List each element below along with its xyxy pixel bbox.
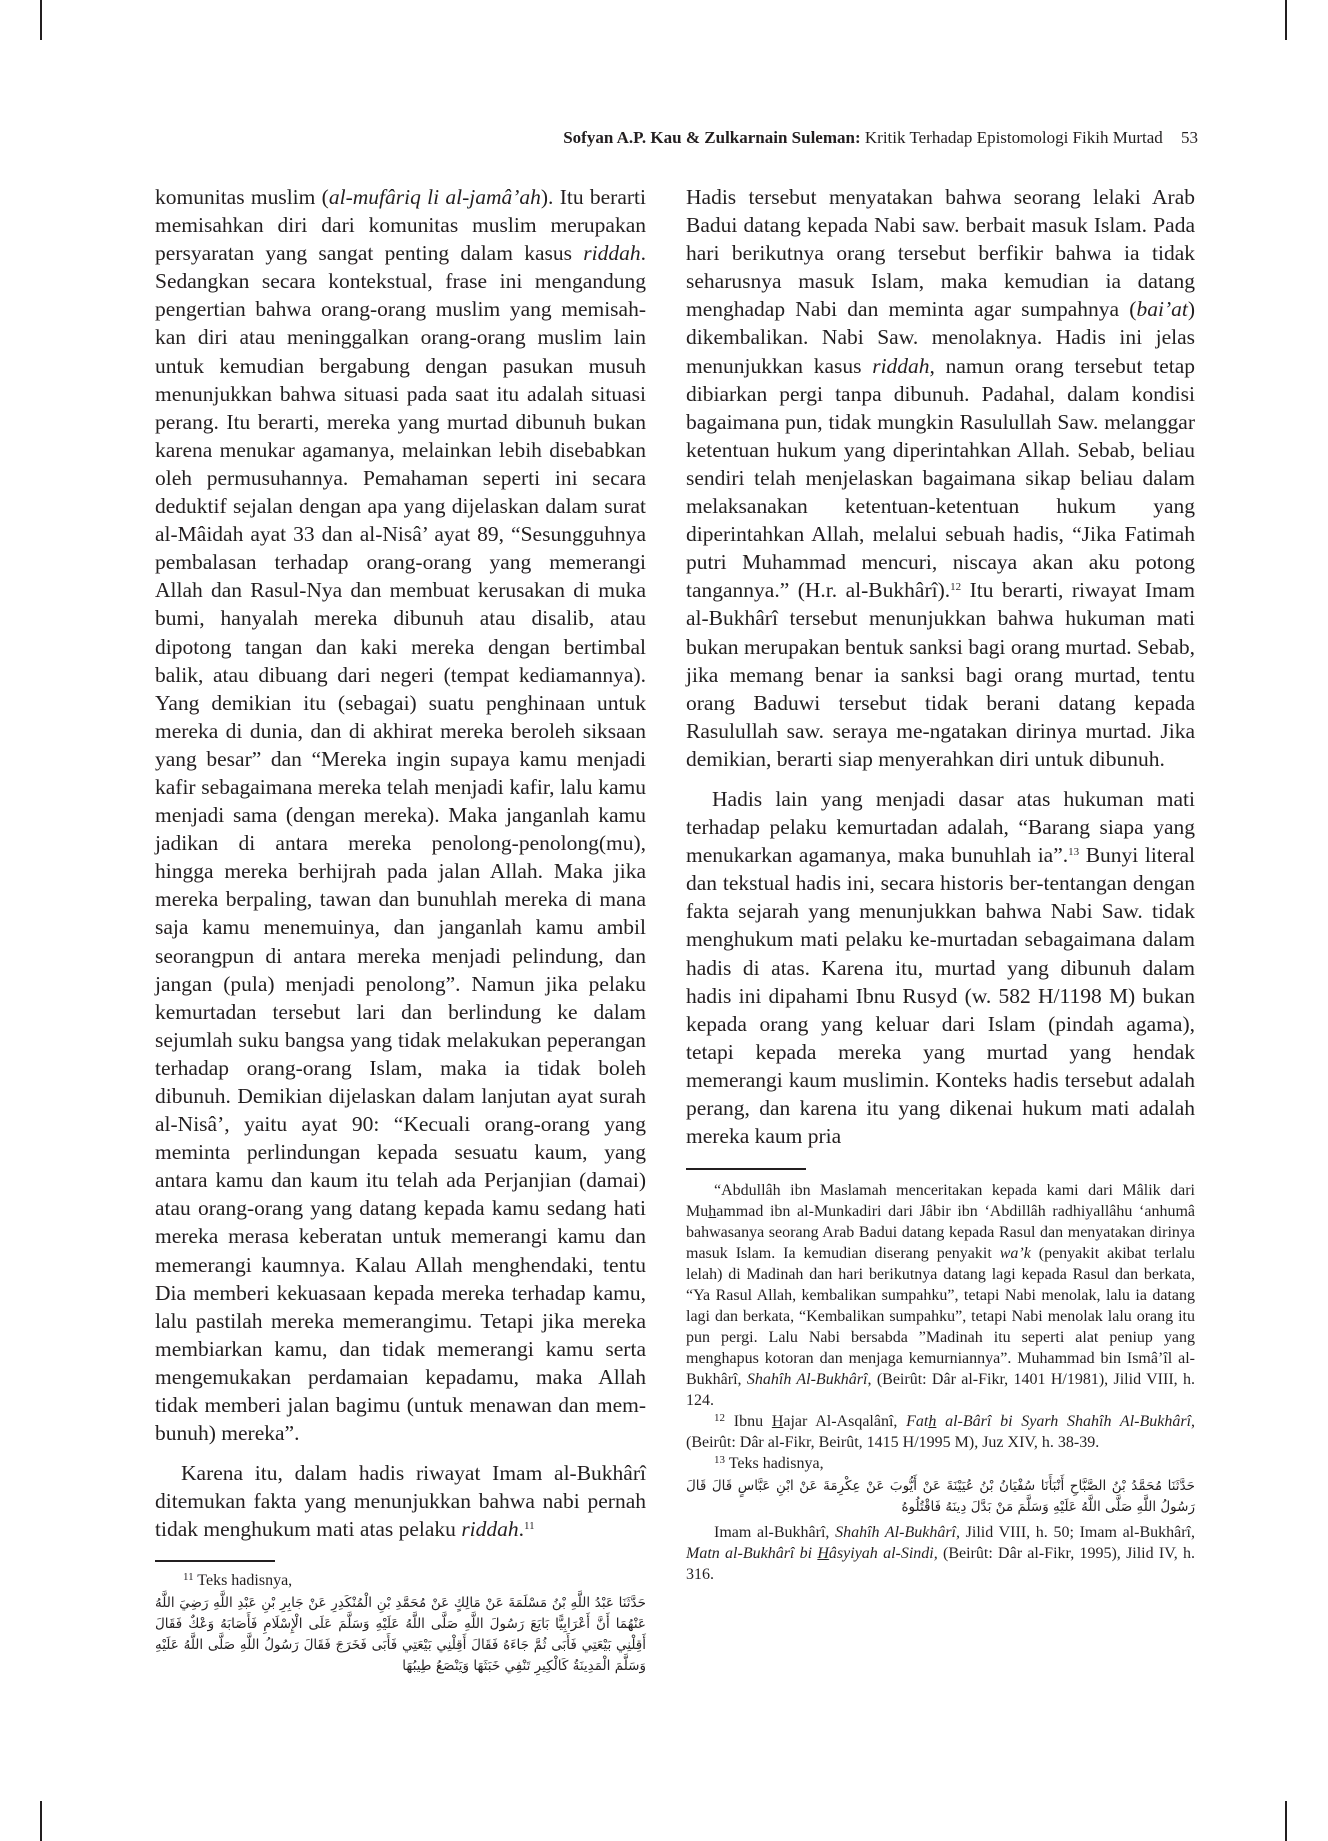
footnote-ref-13[interactable]: 13 <box>1068 846 1080 859</box>
left-column <box>155 183 646 1681</box>
crop-mark-top-left <box>40 0 42 40</box>
crop-mark-bottom-right <box>1285 1801 1287 1841</box>
right-column <box>686 183 1195 1585</box>
text-run: Fat <box>906 1413 929 1431</box>
arabic-hadith-text: حَدَّثَنَا عَبْدُ اللَّهِ بْنُ مَسْلَمَةَ عَنْ مَالِكٍ عَنْ مُحَمَّدِ بْنِ الْمُنْكَدِرِ عَنْ جَابِرِ بْنِ عَبْدِ اللَّهِ رَضِيَ اللَّهُ عَنْهُمَا أَنَّ أَعْرَابِيًّا بَايَعَ رَسُولَ اللَّهِ صَلَّى اللَّهُ عَلَيْهِ وَسَلَّمَ عَلَى الْإِسْلَامِ فَأَصَابَهُ وَعْكٌ فَقَالَ أَقِلْنِي بَيْعَتِي فَأَبَى ثُمَّ جَاءَهُ فَقَالَ أَقِلْنِي بَيْعَتِي فَأَبَى فَخَرَجَ فَقَالَ رَسُولُ اللَّهِ صَلَّى اللَّهُ عَلَيْهِ وَسَلَّمَ الْمَدِينَةُ كَالْكِيرِ تَنْفِي خَبَثَهَا وَيَنْصَعُ طِيبُهَا <box>155 1594 646 1674</box>
text-run: Bunyi literal dan tekstual hadis ini, secara historis ber-tentangan dengan fakta sejarah yang menunjukkan bahwa Nabi Saw. tidak menghukum mati pelaku ke-murtadan sebagaimana dalam hadis di atas. Karena itu, murtad yang dibunuh dalam hadis ini dipahami Ibnu Rusyd (w. 582 H/1198 M) bukan kepada orang yang keluar dari Islam (pindah agama), tetapi kepada mereka yang murtad yang hendak memerangi kaum muslimin. Konteks hadis tersebut adalah perang, dan karena itu yang dikenai hukum mati adalah mereka kaum pria <box>686 843 1195 1149</box>
footnote-separator <box>155 1560 275 1562</box>
footnote-13 <box>686 1453 1195 1474</box>
crop-mark-bottom-left <box>40 1801 42 1841</box>
book-title <box>906 1413 1191 1430</box>
footnote-label: 11 <box>183 1570 194 1583</box>
text-run: Matn al-Bukhârî bi <box>686 1545 818 1563</box>
text-run: Hadis tersebut menyatakan bahwa seorang lelaki Arab Badui datang kepada Nabi saw. berbait masuk Islam. Pada hari berikutnya orang tersebut berfikir bahwa ia tidak seharusnya masuk Islam, maka kemudian ia datang menghadap Nabi dan meminta agar sumpahnya ( <box>686 185 1195 322</box>
crop-mark-top-right <box>1285 0 1287 40</box>
text-run: , (Beirût: Dâr al-Fikr, Beirût, 1415 H/1995 M), Juz XIV, h. 38-39. <box>686 1413 1196 1452</box>
footnote-11 <box>155 1570 646 1677</box>
book-title <box>686 1545 938 1562</box>
text-run: Jilid VIII, h. 50; Imam al-Bukhârî, <box>960 1524 1196 1542</box>
italic-term: bai’at <box>1136 297 1188 322</box>
underlined-letter: h <box>928 1413 937 1431</box>
underlined-letter: H <box>771 1413 784 1431</box>
text-run: Ibnu <box>725 1413 772 1431</box>
footnote-ref-12[interactable]: 12 <box>950 581 962 594</box>
book-title: Shahîh Al-Bukhârî, <box>835 1524 960 1542</box>
italic-term: wa’k <box>999 1245 1031 1263</box>
underlined-letter: H <box>817 1545 829 1563</box>
text-run: al-Bârî bi Syarh Shahîh Al-Bukhârî <box>936 1413 1192 1431</box>
footnote-13-citation <box>686 1522 1195 1585</box>
text-run: Imam al-Bukhârî, <box>714 1524 836 1542</box>
text-run: . Sedangkan secara kontekstual, frase ini mengandung pengertian bahwa orang-orang muslim yang memisah-kan diri atau meninggalkan orang-orang muslim lain untuk kemudian bergabung dengan pasukan musuh menunjukkan bahwa situasi pada saat itu adalah situasi perang. Itu berarti, mereka yang murtad dibunuh bukan karena menukar agamanya, melainkan lebih disebabkan oleh permusuhannya. Pemahaman seperti ini secara deduktif sejalan dengan apa yang dijelaskan dalam surat al-Mâidah ayat 33 dan al-Nisâ’ ayat 89, “Sesungguhnya pembalasan terhadap orang-orang yang memerangi Allah dan Rasul-Nya dan membuat kerusakan di muka bumi, hanyalah mereka dibunuh atau disalib, atau dipotong tangan dan kaki mereka dengan bertimbal balik, atau dibuang dari negeri (tempat kediamannya). Yang demikian itu (sebagai) suatu penghinaan untuk mereka di dunia, dan di akhirat mereka beroleh siksaan yang besar” dan “Mereka ingin supaya kamu menjadi kafir sebagaimana mereka telah menjadi kafir, lalu kamu menjadi sama (dengan mereka). Maka janganlah kamu jadikan di antara mereka penolong-penolong(mu), hingga mereka berhijrah pada jalan Allah. Maka jika mereka berpaling, tawan dan bunuhlah mereka di mana saja kamu menemuinya, dan janganlah kamu ambil seorangpun di antara mereka menjadi pelindung, dan jangan (pula) menjadi penolong”. Namun jika pelaku kemurtadan tersebut lari dan berlindung ke dalam sejumlah suku bangsa yang tidak melakukan peperangan terhadap orang-orang Islam, maka ia tidak boleh dibunuh. Demikian dijelaskan dalam lanjutan ayat surah al-Nisâ’, yaitu ayat 90: “Kecuali orang-orang yang meminta perlindungan kepada sesuatu kaum, yang antara kamu dan kaum itu telah ada Perjanjian (damai) atau orang-orang yang datang kepada kamu sedang hati mereka merasa keberatan untuk memerangi kamu dan memerangi kaumnya. Kalau Allah menghendaki, tentu Dia memberi kekuasaan kepada mereka terhadap kamu, lalu pastilah mereka memerangimu. Tetapi jika mereka membiarkan kamu, dan tidak memerangi kamu serta mengemukakan perdamaian kepadamu, maka Allah tidak memberi jalan bagimu (untuk menawan dan mem-bunuh) mereka”. <box>155 241 646 1446</box>
italic-term: riddah <box>872 353 930 378</box>
text-run: , namun orang tersebut tetap dibiarkan pergi tanpa dibunuh. Padahal, dalam kondisi bagaimana pun, tidak mungkin Rasulullah Saw. melanggar ketentuan hukum yang diperintahkan Allah. Sebab, beliau sendiri telah menjelaskan bagaimana sikap beliau dalam melaksanakan ketentuan-ketentuan hukum yang diperintahkan Allah, melalui sebuah hadis, “Jika Fatimah putri Muhammad mencuri, niscaya akan aku potong tangannya.” (H.r. al-Bukhârî). <box>686 353 1196 603</box>
footnote-separator <box>686 1168 806 1170</box>
header-title: Kritik Terhadap Epistomologi Fikih Murtad <box>864 128 1163 147</box>
text-run: komunitas muslim ( <box>155 185 329 209</box>
footnote-11-continued <box>686 1180 1195 1411</box>
text-run: (penyakit akibat terlalu lelah) di Madinah dan hari berikutnya datang lagi kepada Rasul dan berkata, “Ya Rasul Allah, kembalikan sumpahku”, tetapi Nabi menolak, lalu ia datang lagi dan berkata, “Kembalikan sumpahku”, tetapi Nabi menolak lalu orang itu pun pergi. Lalu Nabi bersabda ”Madinah itu seperti alat peniup yang menghapus kotoran dan menjaga kemurniannya”. Muhammad bin Ismâ’îl al-Bukhârî, <box>686 1245 1195 1389</box>
text-run: ajar Al-Asqalânî, <box>783 1413 907 1431</box>
text-run: Itu berarti, riwayat Imam al-Bukhârî tersebut menunjukkan bahwa hukuman mati bukan merupakan bentuk sanksi bagi orang murtad. Sebab, jika memang benar ia sanksi bagi orang murtad, tentu orang Baduwi tersebut tidak berani datang kepada Rasulullah saw. seraya me-ngatakan dirinya murtad. Jika demikian, berarti siap menyerahkan diri untuk dibunuh. <box>686 578 1195 771</box>
text-run: Hadis lain yang menjadi dasar atas hukuman mati terhadap pelaku kemurtadan adalah, “Barang siapa yang menukarkan agamanya, maka bunuhlah ia”. <box>686 786 1195 868</box>
right-body <box>686 183 1195 1150</box>
italic-term: riddah <box>583 241 641 266</box>
text-run: Teks hadisnya, <box>725 1455 824 1473</box>
text-run: , (Beirût: Dâr al-Fikr, 1401 H/1981), Jilid VIII, h. 124. <box>686 1371 1196 1410</box>
running-header <box>563 128 1198 148</box>
page-number: 53 <box>1181 128 1198 147</box>
text-run: ammad ibn al-Munkadiri dari Jâbir ibn ‘Abdillâh radhiyallâhu ‘anhumâ bahwasanya seorang Arab Badui datang kepada Rasul dan menyatakan dirinya masuk Islam. Ia kemudian diserang penyakit <box>686 1203 1195 1263</box>
text-run: âsyiyah al-Sindi, <box>828 1545 938 1563</box>
text-run: ) dikembalikan. Nabi Saw. menolaknya. Hadis ini jelas menunjukkan kasus <box>686 297 1195 378</box>
text-run: “Abdullâh ibn Maslamah menceritakan kepada kami dari Mâlik dari Mu <box>686 1182 1195 1221</box>
text-run: Teks hadisnya, <box>193 1571 293 1589</box>
italic-term: riddah <box>461 1517 519 1542</box>
footnotes <box>686 1180 1195 1585</box>
footnote-text <box>155 1570 646 1591</box>
text-run: (Beirût: Dâr al-Fikr, 1995), Jilid IV, h. 316. <box>686 1545 1195 1584</box>
text-run: ). Itu berarti memisahkan diri dari komunitas muslim merupakan persyaratan yang sangat penting dalam kasus <box>155 185 646 266</box>
paragraph <box>155 1459 646 1543</box>
text-run: . <box>518 1517 525 1542</box>
footnote-label: 12 <box>714 1412 725 1425</box>
footnote-12 <box>686 1411 1195 1453</box>
footnote-ref-11[interactable]: 11 <box>524 1520 535 1533</box>
footnote-label: 13 <box>714 1454 725 1467</box>
paragraph <box>686 183 1195 773</box>
text-run: Karena itu, dalam hadis riwayat Imam al-Bukhârî ditemukan fakta yang menunjukkan bahwa nabi pernah tidak menghukum mati atas pelaku <box>155 1461 646 1542</box>
header-authors: Sofyan A.P. Kau & Zulkarnain Suleman: <box>563 128 861 147</box>
arabic-hadith-text: حَدَّثَنَا مُحَمَّدُ بْنُ الصَّبَّاحِ أَنْبَأَنَا سُفْيَانُ بْنُ عُيَيْنَةَ عَنْ أَيُّوبَ عَنْ عِكْرِمَةَ عَنْ ابْنِ عَبَّاسٍ قَالَ قَالَ رَسُولُ اللَّهِ صَلَّى اللَّهُ عَلَيْهِ وَسَلَّمَ مَنْ بَدَّلَ دِينَهُ فَاقْتُلُوهُ <box>686 1478 1195 1516</box>
paragraph <box>155 183 646 1447</box>
left-body <box>155 183 646 1544</box>
italic-term: al-mufâriq li al-jamâ’ah <box>328 185 541 209</box>
paragraph <box>686 785 1195 1150</box>
italic-term: Shahîh Al-Bukhârî <box>746 1371 868 1389</box>
underlined-letter: h <box>708 1203 717 1221</box>
